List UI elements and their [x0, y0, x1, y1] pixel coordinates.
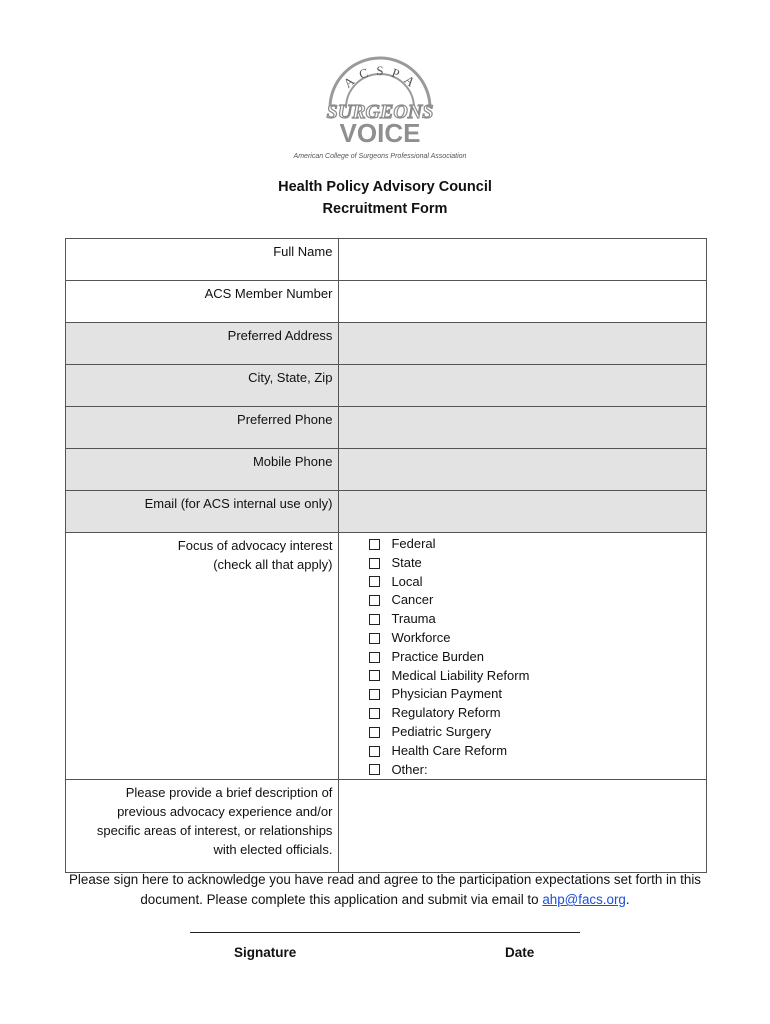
- mobile-field[interactable]: [339, 449, 707, 491]
- acspa-logo: [280, 54, 480, 166]
- phone-label: Preferred Phone: [66, 407, 339, 449]
- interest-label: Practice Burden: [391, 648, 484, 664]
- interest-item[interactable]: [369, 685, 706, 704]
- form-row-address: [66, 323, 707, 365]
- phone-field[interactable]: [339, 407, 707, 449]
- focus-label-line2: (check all that apply): [213, 557, 333, 572]
- form-title: Health Policy Advisory Council: [278, 179, 492, 195]
- checkbox[interactable]: [369, 670, 380, 681]
- form-row-member-number: [66, 281, 707, 323]
- logo-line2: VOICE: [339, 118, 421, 148]
- signature-line[interactable]: [190, 932, 580, 933]
- interest-checkbox-list: [339, 533, 706, 779]
- interest-label: State: [391, 554, 422, 570]
- address-field[interactable]: [339, 323, 707, 365]
- checkbox[interactable]: [369, 539, 380, 550]
- checkbox[interactable]: [369, 746, 380, 757]
- interest-item[interactable]: [369, 742, 706, 761]
- checkbox[interactable]: [369, 595, 380, 606]
- form-row-phone: [66, 407, 707, 449]
- email-label: Email (for ACS internal use only): [66, 491, 339, 533]
- member-number-label: ACS Member Number: [66, 281, 339, 323]
- checkbox[interactable]: [369, 689, 380, 700]
- member-number-field[interactable]: [339, 281, 707, 323]
- description-label: [66, 780, 339, 873]
- checkbox[interactable]: [369, 614, 380, 625]
- interest-label: Other:: [391, 761, 428, 777]
- description-label-line3: specific areas of interest, or relationships: [96, 823, 333, 839]
- interest-item[interactable]: [369, 648, 706, 667]
- interest-label: Cancer: [391, 592, 434, 608]
- interest-item[interactable]: [369, 554, 706, 573]
- full-name-field[interactable]: [339, 239, 707, 281]
- interest-label: Workforce: [391, 629, 451, 645]
- checkbox[interactable]: [369, 764, 380, 775]
- date-label: Date: [505, 945, 535, 960]
- interest-item[interactable]: [369, 667, 706, 686]
- checkbox[interactable]: [369, 708, 380, 719]
- description-field[interactable]: [339, 780, 707, 873]
- description-label-line4: with elected officials.: [213, 842, 333, 858]
- email-link[interactable]: ahp@facs.org: [542, 892, 626, 907]
- city-state-zip-field[interactable]: [339, 365, 707, 407]
- interest-label: Local: [391, 573, 423, 589]
- address-label: Preferred Address: [66, 323, 339, 365]
- interest-item[interactable]: [369, 535, 706, 554]
- city-state-zip-label: City, State, Zip: [66, 365, 339, 407]
- description-label-line1: Please provide a brief description of: [125, 785, 333, 801]
- form-row-city-state-zip: [66, 365, 707, 407]
- interest-item[interactable]: [369, 629, 706, 648]
- full-name-label: Full Name: [66, 239, 339, 281]
- logo-line1: SURGEONS: [326, 101, 434, 123]
- checkbox[interactable]: [369, 652, 380, 663]
- recruitment-form-table: [65, 238, 707, 873]
- logo-arc-letters: A C S P A: [340, 63, 420, 91]
- acknowledgement-text: [40, 870, 730, 910]
- logo-tagline: American College of Surgeons Professional Association: [293, 153, 467, 160]
- form-row-description: [66, 780, 707, 873]
- focus-checkbox-cell: [339, 533, 707, 780]
- interest-label: Health Care Reform: [391, 742, 508, 758]
- checkbox[interactable]: [369, 576, 380, 587]
- interest-label: Pediatric Surgery: [391, 723, 492, 739]
- interest-label: Federal: [391, 536, 436, 551]
- form-row-focus: [66, 533, 707, 780]
- interest-label: Trauma: [391, 611, 436, 627]
- focus-label: [66, 533, 339, 780]
- email-field[interactable]: [339, 491, 707, 533]
- interest-label: Regulatory Reform: [391, 705, 501, 721]
- checkbox[interactable]: [369, 633, 380, 644]
- description-label-line2: previous advocacy experience and/or: [117, 804, 333, 820]
- interest-item[interactable]: [369, 761, 706, 780]
- form-subtitle: Recruitment Form: [322, 201, 448, 217]
- form-row-email: [66, 491, 707, 533]
- interest-label: Medical Liability Reform: [391, 667, 530, 683]
- checkbox[interactable]: [369, 727, 380, 738]
- interest-item[interactable]: [369, 591, 706, 610]
- signature-label: Signature: [234, 945, 297, 960]
- mobile-label: Mobile Phone: [66, 449, 339, 491]
- interest-item[interactable]: [369, 704, 706, 723]
- surgeons-voice-logo-graphic: [280, 54, 480, 166]
- interest-item[interactable]: [369, 573, 706, 592]
- interest-item[interactable]: [369, 723, 706, 742]
- interest-item[interactable]: [369, 610, 706, 629]
- interest-label: Physician Payment: [391, 686, 502, 702]
- checkbox[interactable]: [369, 558, 380, 569]
- focus-label-line1: Focus of advocacy interest: [177, 538, 333, 553]
- form-row-mobile: [66, 449, 707, 491]
- form-row-full-name: [66, 239, 707, 281]
- acknowledgement-end: .: [625, 892, 630, 907]
- acknowledgement-body: Please sign here to acknowledge you have read and agree to the participation expectations set forth in this document. Please complete this application and submit via email to: [69, 872, 701, 907]
